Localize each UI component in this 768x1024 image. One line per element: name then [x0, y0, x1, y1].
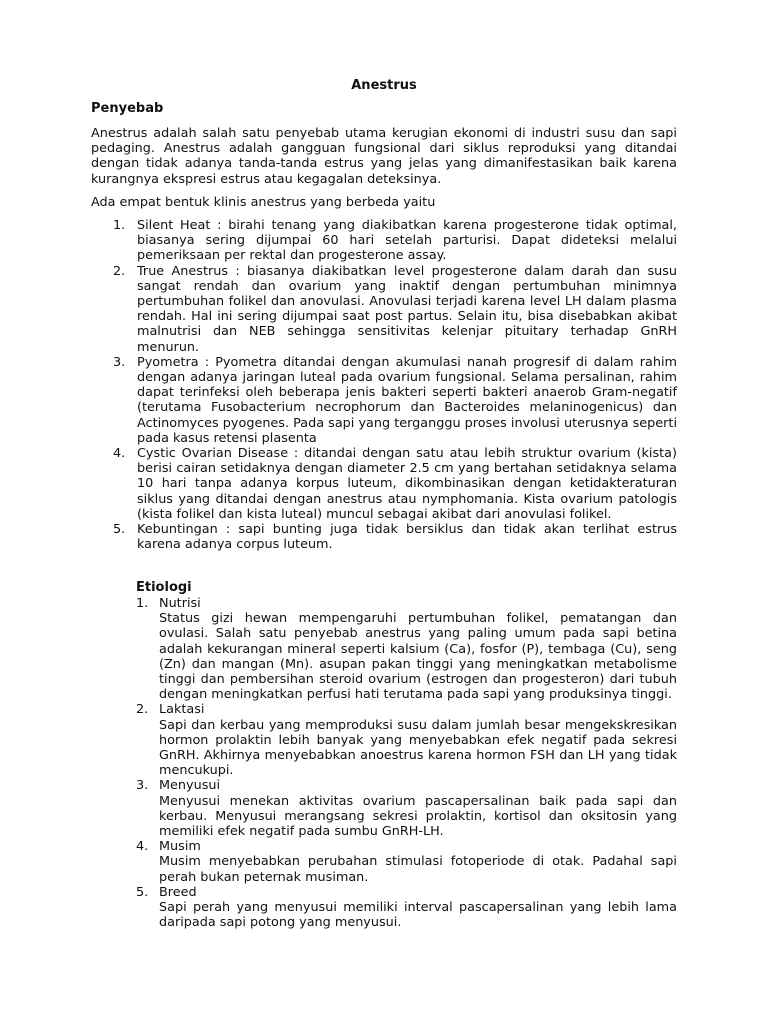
list-item — [113, 446, 677, 522]
etiologi-list — [136, 596, 677, 930]
list-item — [136, 596, 677, 702]
list-number: 2. — [113, 263, 126, 279]
list-number: 1. — [113, 218, 126, 233]
list-number: 3. — [136, 778, 149, 794]
list-item-text: Silent Heat : birahi tenang yang diakibatkan karena progesterone tidak optimal, biasanya sering dijumpai 60 hari setelah parturisi. Dapat dideteksi melalui pemeriksaan per rektal dan progesterone assay. — [137, 218, 677, 264]
list-item-title: Nutrisi — [159, 596, 201, 611]
list-item-title: Breed — [159, 884, 197, 900]
list-item-text: Pyometra : Pyometra ditandai dengan akumulasi nanah progresif di dalam rahim dengan adanya jaringan luteal pada ovarium fungsional. Selama persalinan, rahim dapat terinfeksi oleh beberapa jenis bakteri seperti bakteri anaerob Gram-negatif (terutama Fusobacterium necrophorum dan Bacteroides melaninogenicus) dan Actinomyces pyogenes. Pada sapi yang terganggu proses involusi uterusnya seperti pada kasus retensi plasenta — [137, 354, 677, 446]
list-item — [136, 778, 677, 839]
list-item — [136, 839, 677, 885]
list-item-title: Laktasi — [159, 702, 205, 718]
list-item-title: Musim — [159, 839, 201, 855]
list-item — [136, 885, 677, 931]
list-item — [113, 264, 677, 355]
list-number: 4. — [136, 839, 149, 855]
list-item — [113, 218, 677, 264]
list-item-text: Musim menyebabkan perubahan stimulasi fotoperiode di otak. Padahal sapi perah bukan peternak musiman. — [159, 854, 677, 885]
intro-paragraph: Anestrus adalah salah satu penyebab utama kerugian ekonomi di industri susu dan sapi pedaging. Anestrus adalah gangguan fungsional dari siklus reproduksi yang ditandai dengan tidak adanya tanda-tanda estrus yang jelas yang dimanifestasikan baik karena kurangnya ekspresi estrus atau kegagalan deteksinya. — [91, 126, 677, 187]
list-item — [113, 522, 677, 552]
list-number: 1. — [136, 596, 149, 611]
list-item-text: Sapi perah yang menyusui memiliki interval pascapersalinan yang lebih lama daripada sapi potong yang menyusui. — [159, 900, 677, 931]
list-item — [113, 355, 677, 446]
section-heading-penyebab: Penyebab — [91, 101, 164, 116]
list-item-text: Sapi dan kerbau yang memproduksi susu dalam jumlah besar mengekskresikan hormon prolaktin lebih banyak yang menyebabkan efek negatif pada sekresi GnRH. Akhirnya menyebabkan anoestrus karena hormon FSH dan LH yang tidak mencukupi. — [159, 717, 677, 779]
list-item-text: Cystic Ovarian Disease : ditandai dengan satu atau lebih struktur ovarium (kista) berisi cairan setidaknya dengan diameter 2.5 cm yang bertahan setidaknya selama 10 hari tanpa adanya korpus luteum, dikombinasikan dengan ketidakteraturan siklus yang ditandai dengan anestrus atau nymphomania. Kista ovarium patologis (kista folikel dan kista luteal) muncul sebagai akibat dari anovulasi folikel. — [137, 446, 677, 522]
list-number: 4. — [113, 446, 126, 462]
list-item-text: Status gizi hewan mempengaruhi pertumbuhan folikel, pematangan dan ovulasi. Salah satu penyebab anestrus yang paling umum pada sapi betina adalah kekurangan mineral seperti kalsium (Ca), fosfor (P), tembaga (Cu), seng (Zn) dan mangan (Mn). asupan pakan tinggi yang meningkatkan metabolisme tinggi dan pembersihan steroid ovarium (estrogen dan progesteron) dari tubuh dengan meningkatkan perfusi hati terutama pada sapi yang produksinya tinggi. — [159, 611, 677, 703]
list-item-text: True Anestrus : biasanya diakibatkan level progesterone dalam darah dan susu sangat rendah dan ovarium yang inaktif dengan pertumbuhan minimnya pertumbuhan folikel dan anovulasi. Anovulasi terjadi karena level LH dalam plasma rendah. Hal ini sering dijumpai saat post partus. Selain itu, bisa disebabkan akibat malnutrisi dan NEB sehingga sensitivitas kelenjar pituitary terhadap GnRH menurun. — [137, 263, 677, 355]
list-item-text: Menyusui menekan aktivitas ovarium pascapersalinan baik pada sapi dan kerbau. Menyusui merangsang sekresi prolaktin, kortisol dan oksitosin yang memiliki efek negatif pada sumbu GnRH-LH. — [159, 793, 677, 840]
list-item — [136, 702, 677, 778]
section-heading-etiologi: Etiologi — [136, 580, 192, 595]
list-number: 5. — [136, 884, 149, 900]
list-item-title: Menyusui — [159, 778, 221, 794]
list-number: 3. — [113, 354, 126, 370]
page-title: Anestrus — [351, 78, 417, 93]
list-number: 2. — [136, 702, 149, 718]
list-intro: Ada empat bentuk klinis anestrus yang berbeda yaitu — [91, 195, 436, 210]
list-item-text: Kebuntingan : sapi bunting juga tidak bersiklus dan tidak akan terlihat estrus karena adanya corpus luteum. — [137, 522, 677, 553]
list-number: 5. — [113, 522, 126, 538]
clinical-forms-list — [113, 218, 677, 552]
